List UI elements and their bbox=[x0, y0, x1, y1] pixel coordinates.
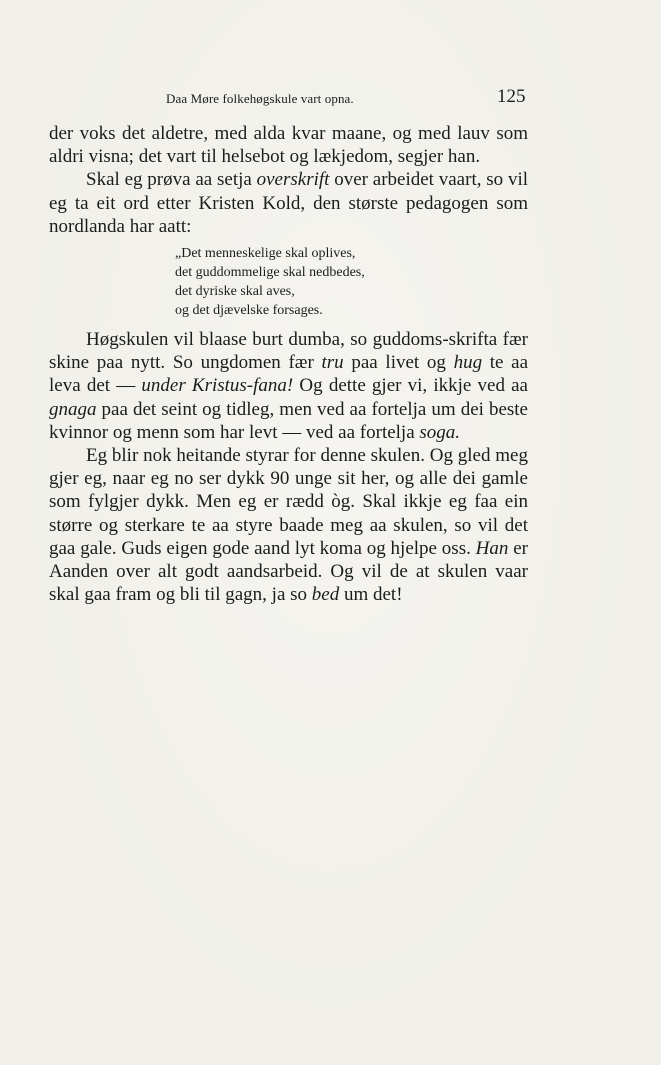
italic-text: soga. bbox=[419, 421, 461, 443]
italic-text: hug bbox=[453, 352, 483, 374]
text-run: over arbeidet vaart, so vil eg ta eit ord etter Kristen Kold, den største pedagogen som nordlanda har aatt: bbox=[49, 169, 529, 237]
italic-text: Han bbox=[475, 537, 509, 559]
italic-text: gnaga bbox=[49, 398, 97, 420]
quote-line: „Det menneskelige skal oplives, bbox=[175, 246, 356, 262]
running-title: Daa Møre folkehøgskule vart opna. bbox=[166, 91, 354, 106]
block-quote bbox=[175, 244, 528, 320]
body-text bbox=[49, 122, 528, 606]
paragraph-2 bbox=[49, 168, 528, 238]
page-number: 125 bbox=[497, 86, 526, 107]
quote-line: og det djævelske forsages. bbox=[175, 303, 323, 319]
paragraph-4 bbox=[49, 444, 528, 606]
paragraph-1: der voks det aldetre, med alda kvar maane, og med lauv som aldri visna; det vart til helsebot og lækjedom, segjer han. bbox=[49, 123, 528, 168]
text-run: Høgskulen vil blaase burt dumba, so guddoms-skrifta fær skine paa nytt. So ungdomen fær bbox=[49, 329, 528, 374]
text-run: Skal eg prøva aa setja bbox=[86, 169, 257, 191]
paragraph-3 bbox=[49, 328, 528, 444]
italic-text: bed bbox=[311, 584, 340, 606]
italic-text: overskrift bbox=[256, 169, 330, 191]
text-run: Og dette gjer vi, ikkje ved aa bbox=[293, 375, 528, 397]
text-run: te aa leva det — bbox=[49, 352, 529, 397]
quote-line: det dyriske skal aves, bbox=[175, 284, 295, 300]
text-run: um det! bbox=[339, 584, 403, 606]
text-run: er Aanden over alt godt aandsarbeid. Og vil de at skulen vaar skal gaa fram og bli til gagn, ja so bbox=[49, 537, 528, 606]
text-run: Eg blir nok heitande styrar for denne skulen. Og gled meg gjer eg, naar eg no ser dykk 90 unge sit her, og alle dei gamle som fylgjer dykk. Men eg er rædd òg. Skal ikkje eg faa ein større og sterkare te aa styre baade meg aa skulen, so vil det gaa gale. Guds eigen gode aand lyt koma og hjelpe oss. bbox=[49, 445, 528, 559]
text-run: paa det seint og tidleg, men ved aa fortelja um dei beste kvinnor og menn som har levt — ved aa fortelja bbox=[49, 398, 528, 443]
text-run: paa livet og bbox=[343, 352, 454, 374]
italic-text: tru bbox=[321, 352, 344, 374]
quote-line: det guddommelige skal nedbedes, bbox=[175, 265, 365, 281]
italic-text: under Kristus-fana! bbox=[141, 375, 294, 397]
